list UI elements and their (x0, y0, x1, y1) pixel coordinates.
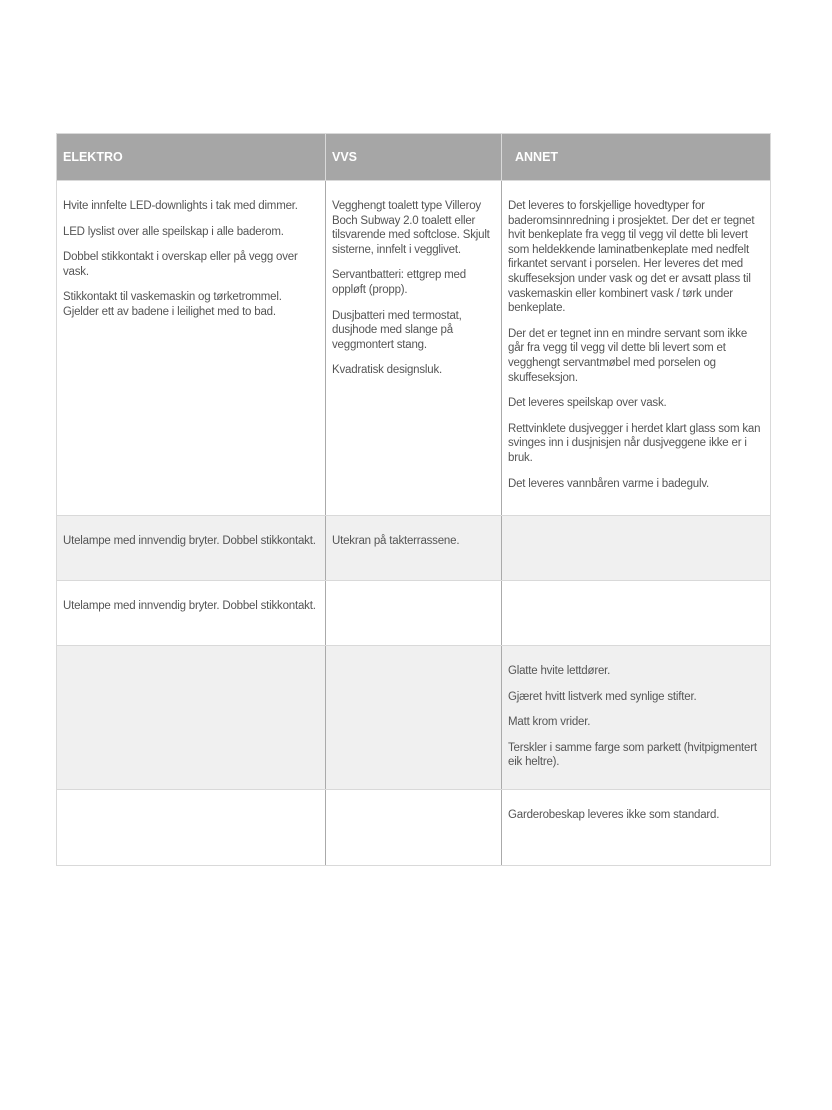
cell-text: Det leveres vannbåren varme i badegulv. (508, 477, 710, 490)
cell-text: Garderobeskap leveres ikke som standard. (508, 809, 720, 821)
table-row (57, 790, 771, 866)
cell-elektro (57, 646, 326, 790)
cell-text: Dusjbatteri med termostat, dusjhode med slange på veggmontert stang. (332, 309, 462, 351)
cell-text: Kvadratisk designsluk. (332, 364, 443, 377)
cell-text: Hvite innfelte LED-downlights i tak med dimmer. (63, 200, 298, 212)
cell-text: Det leveres speilskap over vask. (508, 397, 667, 410)
cell-text: Der det er tegnet inn en mindre servant som ikke går fra vegg til vegg vil dette bli levert som et vegghengt servantmøbel med porselen og skuffeseksjon. (508, 327, 748, 384)
cell-text: Dobbel stikkontakt i overskap eller på vegg over vask. (63, 251, 298, 278)
cell-annet (502, 790, 771, 866)
table-row (57, 516, 771, 581)
cell-elektro (57, 516, 326, 581)
table-row (57, 181, 771, 516)
cell-text: Servantbatteri: ettgrep med oppløft (propp). (332, 269, 466, 296)
table-row (57, 581, 771, 646)
cell-text: Utekran på takterrassene. (332, 535, 460, 547)
cell-text: Terskler i samme farge som parkett (hvitpigmentert eik heltre). (508, 741, 757, 769)
cell-annet (502, 581, 771, 646)
cell-annet (502, 646, 771, 790)
cell-annet (502, 181, 771, 516)
cell-text: Matt krom vrider. (508, 716, 591, 729)
spec-table (56, 133, 771, 866)
cell-vvs (326, 790, 502, 866)
cell-elektro (57, 181, 326, 516)
cell-text: LED lyslist over alle speilskap i alle baderom. (63, 225, 284, 238)
cell-vvs (326, 646, 502, 790)
table-row (57, 646, 771, 790)
cell-text: Utelampe med innvendig bryter. Dobbel stikkontakt. (63, 600, 316, 612)
cell-vvs (326, 181, 502, 516)
cell-text: Det leveres to forskjellige hovedtyper for baderomsinnredning i prosjektet. Der det er tegnet hvit benkeplate fra vegg til vegg vil dette bli levert som heldekkende laminatbenkeplate med nedfelt firkantet servant i porselen. Her leveres det med skuffeseksjon under vask og det er avsatt plass til vaskemaskin eller kombinert vask / tørk under benkeplate. (508, 200, 755, 315)
header-row (57, 134, 771, 181)
cell-text: Gjæret hvitt listverk med synlige stifter. (508, 690, 697, 703)
cell-text: Utelampe med innvendig bryter. Dobbel stikkontakt. (63, 535, 316, 547)
header-elektro: ELEKTRO (57, 134, 326, 181)
cell-text: Rettvinklete dusjvegger i herdet klart glass som kan svinges inn i dusjnisjen når dusjveggene ikke er i bruk. (508, 422, 761, 464)
header-annet: ANNET (502, 134, 771, 181)
cell-text: Vegghengt toalett type Villeroy Boch Subway 2.0 toalett eller tilsvarende med softclose. Skjult sisterne, innfelt i vegglivet. (332, 200, 490, 256)
cell-vvs (326, 581, 502, 646)
cell-elektro (57, 790, 326, 866)
cell-text: Glatte hvite lettdører. (508, 665, 611, 677)
header-vvs: VVS (326, 134, 502, 181)
cell-vvs (326, 516, 502, 581)
cell-annet (502, 516, 771, 581)
cell-text: Stikkontakt til vaskemaskin og tørketrommel. Gjelder ett av badene i leilighet med to bad. (63, 291, 282, 318)
cell-elektro (57, 581, 326, 646)
